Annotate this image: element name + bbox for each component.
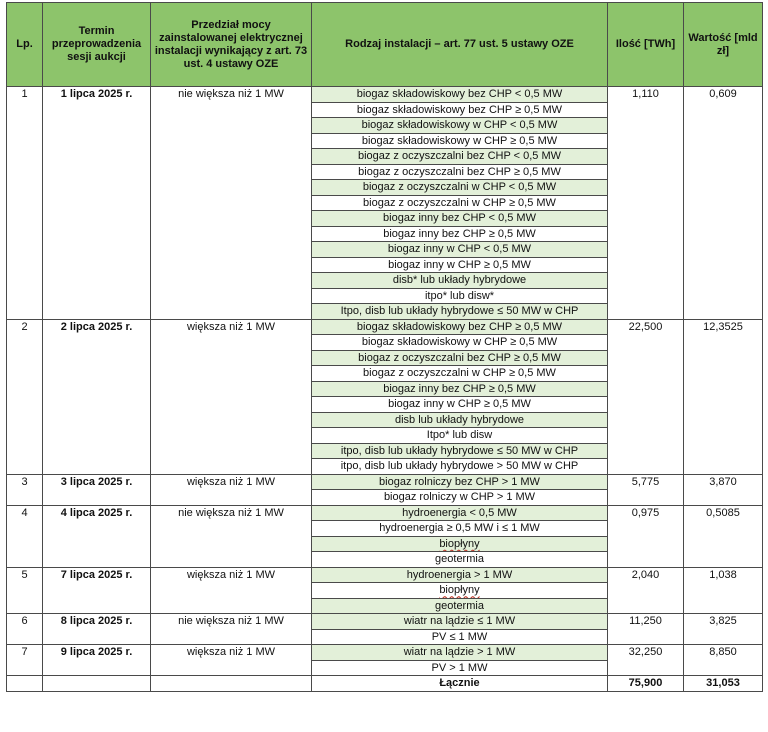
- cell-installation-type: [312, 614, 608, 630]
- total-empty-cell: [151, 676, 312, 692]
- cell-range: nie większa niż 1 MW: [151, 505, 312, 567]
- cell-installation-type: [312, 118, 608, 134]
- total-label: Łącznie: [312, 676, 608, 692]
- table-row: [7, 505, 763, 521]
- cell-installation-type: [312, 242, 608, 258]
- cell-lp: 3: [7, 474, 43, 505]
- total-ilosc: 75,900: [608, 676, 684, 692]
- installation-label: biogaz składowiskowy bez CHP ≥ 0,5 MW: [356, 103, 563, 116]
- cell-range: nie większa niż 1 MW: [151, 87, 312, 320]
- cell-installation-type: [312, 552, 608, 568]
- cell-date: 7 lipca 2025 r.: [43, 567, 151, 614]
- cell-range: większa niż 1 MW: [151, 567, 312, 614]
- installation-label: itpo* lub disw*: [424, 289, 495, 302]
- cell-installation-type: [312, 288, 608, 304]
- installation-label: biogaz inny w CHP < 0,5 MW: [387, 243, 532, 256]
- cell-range: nie większa niż 1 MW: [151, 614, 312, 645]
- header-lp: Lp.: [7, 3, 43, 87]
- total-wartosc: 31,053: [684, 676, 763, 692]
- installation-label: PV ≤ 1 MW: [431, 630, 488, 643]
- cell-installation-type: [312, 195, 608, 211]
- installation-label: biopłyny: [439, 537, 480, 550]
- installation-label: biogaz inny bez CHP ≥ 0,5 MW: [383, 382, 536, 395]
- cell-installation-type: [312, 87, 608, 103]
- cell-installation-type: [312, 180, 608, 196]
- auction-schedule-table-wrapper: [6, 2, 763, 692]
- cell-installation-type: [312, 490, 608, 506]
- cell-installation-type: [312, 335, 608, 351]
- cell-installation-type: [312, 102, 608, 118]
- installation-label: biogaz inny w CHP ≥ 0,5 MW: [388, 258, 531, 271]
- cell-installation-type: [312, 459, 608, 475]
- total-row: [7, 676, 763, 692]
- cell-date: 1 lipca 2025 r.: [43, 87, 151, 320]
- cell-ilosc: 0,975: [608, 505, 684, 567]
- cell-wartosc: 1,038: [684, 567, 763, 614]
- cell-installation-type: [312, 381, 608, 397]
- table-row: [7, 567, 763, 583]
- header-termin: Termin przeprowadzenia sesji aukcji: [43, 3, 151, 87]
- table-body: [7, 87, 763, 692]
- cell-lp: 1: [7, 87, 43, 320]
- installation-label: biogaz z oczyszczalni bez CHP ≥ 0,5 MW: [358, 351, 561, 364]
- table-row: [7, 474, 763, 490]
- cell-installation-type: [312, 660, 608, 676]
- cell-lp: 4: [7, 505, 43, 567]
- cell-installation-type: [312, 645, 608, 661]
- installation-label: biogaz składowiskowy bez CHP < 0,5 MW: [356, 88, 563, 101]
- installation-label: itpo, disb lub układy hybrydowe > 50 MW w CHP: [340, 460, 579, 473]
- cell-date: 3 lipca 2025 r.: [43, 474, 151, 505]
- cell-ilosc: 11,250: [608, 614, 684, 645]
- cell-installation-type: [312, 428, 608, 444]
- installation-label: wiatr na lądzie > 1 MW: [403, 646, 516, 659]
- cell-lp: 6: [7, 614, 43, 645]
- cell-lp: 5: [7, 567, 43, 614]
- installation-label: biogaz inny bez CHP ≥ 0,5 MW: [383, 227, 536, 240]
- cell-installation-type: [312, 366, 608, 382]
- header-ilosc: Ilość [TWh]: [608, 3, 684, 87]
- header-row: [7, 3, 763, 87]
- cell-date: 8 lipca 2025 r.: [43, 614, 151, 645]
- table-row: [7, 319, 763, 335]
- cell-installation-type: [312, 257, 608, 273]
- cell-installation-type: [312, 133, 608, 149]
- installation-label: biogaz z oczyszczalni w CHP ≥ 0,5 MW: [363, 196, 556, 209]
- cell-range: większa niż 1 MW: [151, 474, 312, 505]
- installation-label: biogaz inny bez CHP < 0,5 MW: [383, 212, 536, 225]
- header-wartosc: Wartość [mld zł]: [684, 3, 763, 87]
- installation-label: geotermia: [435, 599, 484, 612]
- total-empty-cell: [43, 676, 151, 692]
- installation-label: biogaz z oczyszczalni w CHP < 0,5 MW: [362, 181, 557, 194]
- table-row: [7, 614, 763, 630]
- cell-installation-type: [312, 397, 608, 413]
- installation-label: hydroenergia ≥ 0,5 MW i ≤ 1 MW: [379, 522, 540, 535]
- cell-ilosc: 1,110: [608, 87, 684, 320]
- installation-label: geotermia: [435, 553, 484, 566]
- cell-installation-type: [312, 412, 608, 428]
- total-empty-cell: [7, 676, 43, 692]
- cell-wartosc: 3,870: [684, 474, 763, 505]
- cell-wartosc: 0,5085: [684, 505, 763, 567]
- installation-label: biogaz składowiskowy w CHP ≥ 0,5 MW: [361, 134, 558, 147]
- installation-label: biogaz rolniczy w CHP > 1 MW: [383, 491, 536, 504]
- table-row: [7, 87, 763, 103]
- cell-installation-type: [312, 319, 608, 335]
- header-przedzial: Przedział mocy zainstalowanej elektrycznej instalacji wynikający z art. 73 ust. 4 ustawy OZE: [151, 3, 312, 87]
- installation-label: biogaz składowiskowy w CHP < 0,5 MW: [361, 119, 558, 132]
- cell-installation-type: [312, 226, 608, 242]
- cell-date: 9 lipca 2025 r.: [43, 645, 151, 676]
- cell-ilosc: 22,500: [608, 319, 684, 474]
- installation-label: biopłyny: [439, 584, 480, 597]
- cell-installation-type: [312, 567, 608, 583]
- installation-label: Itpo, disb lub układy hybrydowe ≤ 50 MW w CHP: [340, 305, 579, 318]
- cell-installation-type: [312, 536, 608, 552]
- installation-label: biogaz inny w CHP ≥ 0,5 MW: [388, 398, 531, 411]
- auction-schedule-table: [6, 2, 763, 692]
- cell-installation-type: [312, 149, 608, 165]
- cell-installation-type: [312, 629, 608, 645]
- header-rodzaj: Rodzaj instalacji – art. 77 ust. 5 ustawy OZE: [312, 3, 608, 87]
- cell-ilosc: 2,040: [608, 567, 684, 614]
- cell-ilosc: 5,775: [608, 474, 684, 505]
- cell-wartosc: 3,825: [684, 614, 763, 645]
- installation-label: biogaz rolniczy bez CHP > 1 MW: [379, 475, 540, 488]
- installation-label: wiatr na lądzie ≤ 1 MW: [403, 615, 516, 628]
- cell-installation-type: [312, 350, 608, 366]
- installation-label: biogaz z oczyszczalni bez CHP < 0,5 MW: [357, 150, 562, 163]
- cell-ilosc: 32,250: [608, 645, 684, 676]
- installation-label: PV > 1 MW: [431, 661, 488, 674]
- cell-installation-type: [312, 583, 608, 599]
- installation-label: itpo, disb lub układy hybrydowe ≤ 50 MW w CHP: [340, 444, 579, 457]
- cell-wartosc: 12,3525: [684, 319, 763, 474]
- installation-label: biogaz składowiskowy bez CHP ≥ 0,5 MW: [356, 320, 563, 333]
- cell-installation-type: [312, 304, 608, 320]
- cell-range: większa niż 1 MW: [151, 645, 312, 676]
- cell-installation-type: [312, 443, 608, 459]
- cell-installation-type: [312, 164, 608, 180]
- cell-date: 2 lipca 2025 r.: [43, 319, 151, 474]
- cell-installation-type: [312, 521, 608, 537]
- installation-label: Itpo* lub disw: [426, 429, 493, 442]
- installation-label: disb lub układy hybrydowe: [394, 413, 525, 426]
- cell-installation-type: [312, 474, 608, 490]
- cell-range: większa niż 1 MW: [151, 319, 312, 474]
- installation-label: hydroenergia > 1 MW: [406, 568, 513, 581]
- installation-label: hydroenergia < 0,5 MW: [402, 506, 517, 519]
- installation-label: biogaz z oczyszczalni w CHP ≥ 0,5 MW: [363, 367, 556, 380]
- installation-label: biogaz składowiskowy w CHP ≥ 0,5 MW: [361, 336, 558, 349]
- cell-date: 4 lipca 2025 r.: [43, 505, 151, 567]
- cell-wartosc: 8,850: [684, 645, 763, 676]
- cell-installation-type: [312, 505, 608, 521]
- cell-installation-type: [312, 598, 608, 614]
- cell-lp: 7: [7, 645, 43, 676]
- cell-installation-type: [312, 211, 608, 227]
- installation-label: biogaz z oczyszczalni bez CHP ≥ 0,5 MW: [358, 165, 561, 178]
- cell-wartosc: 0,609: [684, 87, 763, 320]
- cell-lp: 2: [7, 319, 43, 474]
- installation-label: disb* lub układy hybrydowe: [392, 274, 527, 287]
- table-row: [7, 645, 763, 661]
- cell-installation-type: [312, 273, 608, 289]
